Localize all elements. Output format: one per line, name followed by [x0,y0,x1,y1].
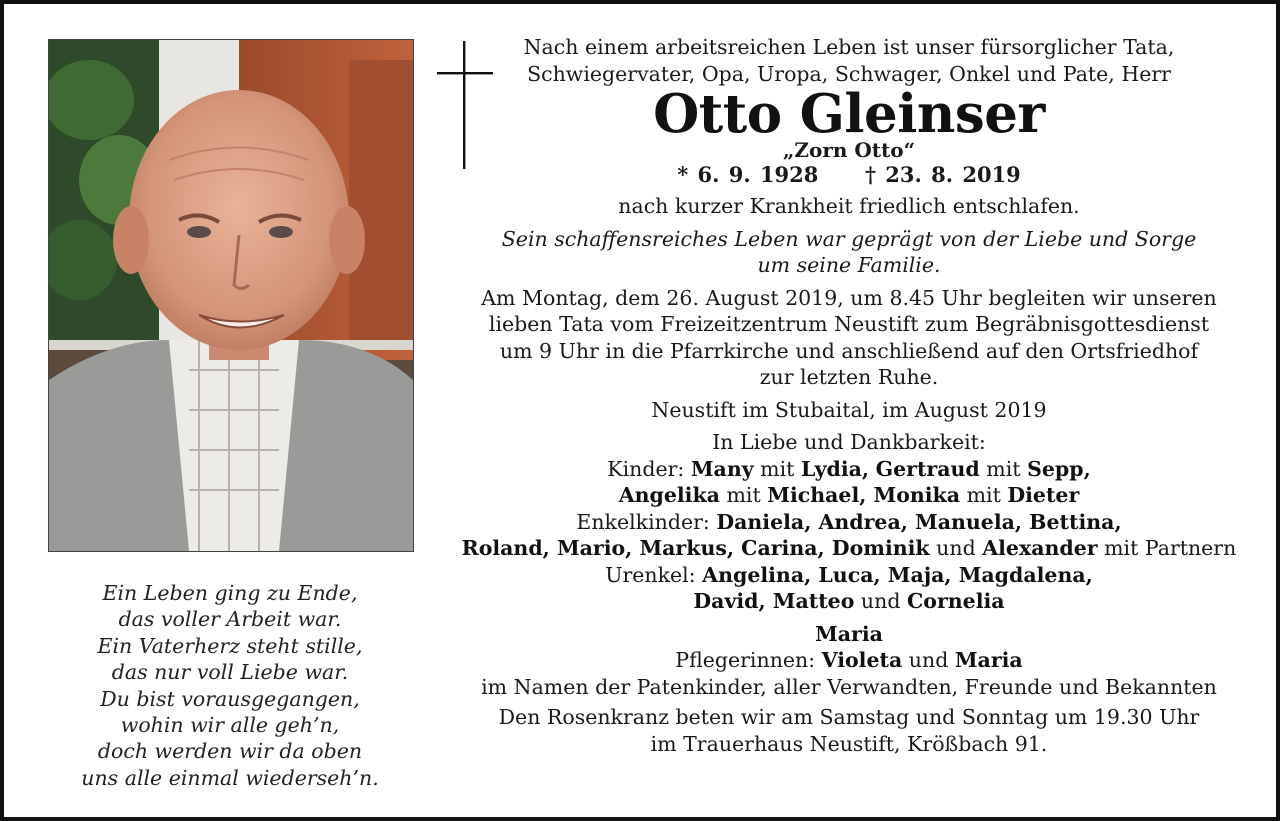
caregivers-label: Pflegerinnen: [675,648,816,672]
family-name: Angelina, Luca, Maja, Magdalena, [702,562,1093,587]
gratitude-line: In Liebe und Dankbarkeit: [712,430,986,454]
grandchildren-line [439,535,1259,562]
connector: und [908,648,949,672]
poem-line: das voller Arbeit war. [118,607,342,632]
family-name: Gertraud [875,456,980,481]
funeral-line: Am Montag, dem 26. August 2019, um 8.45 Uhr begleiten wir unseren [481,285,1217,310]
family-name: Violeta [821,648,903,672]
grandchildren-label: Enkelkinder: [576,509,710,534]
poem-line: Ein Leben ging zu Ende, [102,581,358,605]
memorial-poem [48,580,412,791]
connector: mit [966,483,1001,507]
rosary-line: Den Rosenkranz beten wir am Samstag und Sonntag um 19.30 Uhr [498,705,1200,729]
rosary-line: im Trauerhaus Neustift, Krößbach 91. [650,731,1048,756]
maria-line [439,621,1259,648]
intro-line: Nach einem arbeitsreichen Leben ist unser fürsorglicher Tata, [523,35,1175,59]
family-name: Many [690,456,754,481]
family-name: Sepp, [1027,456,1091,481]
family-name: Alexander [982,536,1098,560]
on-behalf-line: im Namen der Patenkinder, aller Verwandten, Freunde und Bekannten [481,674,1217,699]
poem-line: Ein Vaterherz steht stille, [97,633,363,658]
passing-note: nach kurzer Krankheit friedlich entschlafen. [618,194,1080,218]
poem-line: uns alle einmal wiederseh’n. [81,765,379,790]
portrait-photo [48,39,414,552]
connector: mit [760,456,795,481]
connector: mit [726,483,761,507]
caregivers-line [439,647,1259,674]
deceased-name: Otto Gleinser [653,83,1045,145]
obituary-text [439,34,1259,757]
tribute-line: Sein schaffensreiches Leben war geprägt von der Liebe und Sorge [501,226,1197,251]
grandchildren-line [439,509,1259,536]
life-dates [439,161,1259,189]
tribute-line: um seine Familie. [757,253,941,277]
connector: mit Partnern [1104,536,1237,560]
children-label: Kinder: [607,456,685,481]
portrait-image [49,40,413,551]
funeral-line: um 9 Uhr in die Pfarrkirche und anschließend auf den Ortsfriedhof [499,338,1199,363]
connector: und [936,536,976,560]
family-name: Maria [815,621,883,646]
connector: und [860,589,901,613]
family-name: Dieter [1007,483,1080,507]
family-name: Lydia, [800,456,870,481]
great-grandchildren-label: Urenkel: [605,562,696,587]
place-date: Neustift im Stubaital, im August 2019 [651,397,1047,422]
great-grandchildren-line [439,562,1259,589]
family-name: Roland, Mario, Markus, Carina, Dominik [461,536,930,560]
intro-line: Schwiegervater, Opa, Uropa, Schwager, Onkel und Pate, Herr [527,61,1171,86]
funeral-line: zur letzten Ruhe. [759,365,939,389]
poem-line: wohin wir alle geh’n, [120,713,340,738]
children-line [439,456,1259,483]
death-date: † 23. 8. 2019 [864,162,1021,187]
children-line [439,482,1259,509]
poem-line: doch werden wir da oben [97,739,363,764]
nickname: „Zorn Otto“ [782,138,916,162]
birth-date: * 6. 9. 1928 [677,162,819,187]
great-grandchildren-line [439,588,1259,615]
family-name: David, Matteo [693,589,855,613]
funeral-line: lieben Tata vom Freizeitzentrum Neustift zum Begräbnisgottesdienst [488,312,1210,336]
poem-line: Du bist vorausgegangen, [100,686,360,711]
connector: mit [986,456,1021,481]
family-name: Michael, Monika [767,483,961,507]
family-name: Daniela, Andrea, Manuela, Bettina, [716,509,1122,534]
family-name: Angelika [618,483,720,507]
family-name: Cornelia [906,589,1005,613]
family-name: Maria [954,648,1023,672]
poem-line: das nur voll Liebe war. [111,660,349,685]
